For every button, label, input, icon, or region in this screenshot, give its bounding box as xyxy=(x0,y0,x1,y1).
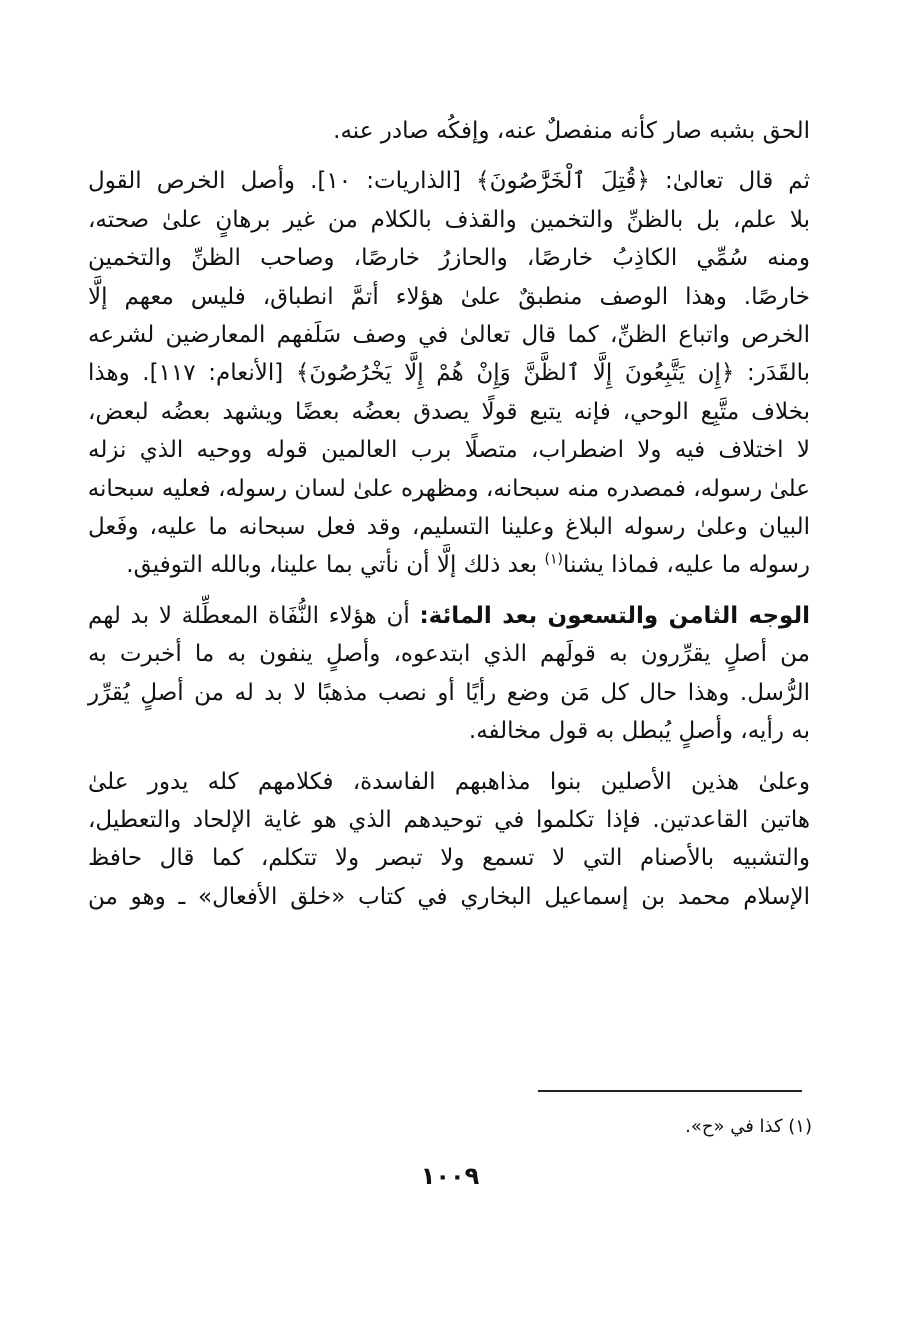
page-number: ١٠٠٩ xyxy=(420,1162,480,1190)
text-fragment: أن هؤلاء النُّفَاة المعطِّلة لا بد لهم xyxy=(88,602,420,629)
text-line: خارصًا. وهذا الوصف منطبقٌ علىٰ هؤلاء أتمَّ انطباق، فليس معهم إلَّا xyxy=(88,283,810,310)
text-line: الحق بشبه صار كأنه منفصلٌ عنه، وإفكُه صادر عنه. xyxy=(333,118,810,144)
text-line: ثم قال تعالىٰ: ﴿قُتِلَ ٱلْخَرَّٰصُونَ﴾ [الذاريات: ١٠]. وأصل الخرص القول xyxy=(88,168,811,195)
footnote-separator xyxy=(538,1090,802,1092)
text-line-with-footnote xyxy=(88,546,810,584)
text-line: لا اختلاف فيه ولا اضطراب، متصلًا برب العالمين قوله ووحيه الذي نزله xyxy=(88,437,810,464)
text-line: به رأيه، وأصلٍ يُبطل به قول مخالفه. xyxy=(468,718,810,745)
text-line-with-heading xyxy=(88,597,810,635)
text-fragment: بعد ذلك إلَّا أن نأتي بما علينا، وبالله التوفيق. xyxy=(126,552,545,579)
text-line: وعلىٰ هذين الأصلين بنوا مذاهبهم الفاسدة، فكلامهم كله يدور علىٰ xyxy=(88,768,810,795)
section-heading: الوجه الثامن والتسعون بعد المائة: xyxy=(419,602,810,629)
text-fragment: رسوله ما عليه، فماذا يشنا xyxy=(562,552,810,579)
text-line: هاتين القاعدتين. فإذا تكلموا في توحيدهم الذي هو غاية الإلحاد والتعطيل، xyxy=(88,806,810,833)
text-line: الإسلام محمد بن إسماعيل البخاري في كتاب «خلق الأفعال» ـ وهو من xyxy=(88,883,810,910)
footnote-reference[interactable]: (١) xyxy=(544,551,563,568)
paragraph-3 xyxy=(88,597,810,751)
text-line: الرُّسل. وهذا حال كل مَن وضع رأيًا أو نصب مذهبًا لا بد له من أصلٍ يُقرِّر xyxy=(88,679,810,706)
footnote: (١) كذا في «ح». xyxy=(685,1116,812,1137)
text-line: البيان وعلىٰ رسوله البلاغ وعلينا التسليم، وقد فعل سبحانه ما عليه، وفَعل xyxy=(88,514,810,541)
text-line: والتشبيه بالأصنام التي لا تسمع ولا تبصر ولا تتكلم، كما قال حافظ xyxy=(88,845,810,872)
paragraph-2 xyxy=(88,162,810,584)
text-line: بالقَدَر: ﴿إِن يَتَّبِعُونَ إِلَّا ٱلظَّنَّ وَإِنْ هُمْ إِلَّا يَخْرُصُونَ﴾ [الأنعام: ١١٧]. وهذا xyxy=(88,360,810,387)
text-line: ومنه سُمِّي الكاذِبُ خارصًا، والحازرُ خارصًا، وصاحب الظنِّ والتخمين xyxy=(88,245,810,272)
page-body xyxy=(88,112,810,916)
text-line: علىٰ رسوله، فمصدره منه سبحانه، ومظهره علىٰ لسان رسوله، فعليه سبحانه xyxy=(87,475,810,502)
paragraph-4 xyxy=(88,763,810,917)
text-line: الخرص واتباع الظنِّ، كما قال تعالىٰ في وصف سَلَفهم المعارضين لشرعه xyxy=(88,322,810,349)
text-line: بخلاف متَّبِع الوحي، فإنه يتبع قولًا يصدق بعضُه بعضًا ويشهد بعضُه لبعض، xyxy=(88,398,810,425)
text-line: بلا علم، بل بالظنِّ والتخمين والقذف بالكلام من غير برهانٍ علىٰ صحته، xyxy=(88,206,810,233)
paragraph-1 xyxy=(88,112,810,150)
text-line: من أصلٍ يقرِّرون به قولَهم الذي ابتدعوه، وأصلٍ ينفون به ما أخبرت به xyxy=(88,641,810,668)
